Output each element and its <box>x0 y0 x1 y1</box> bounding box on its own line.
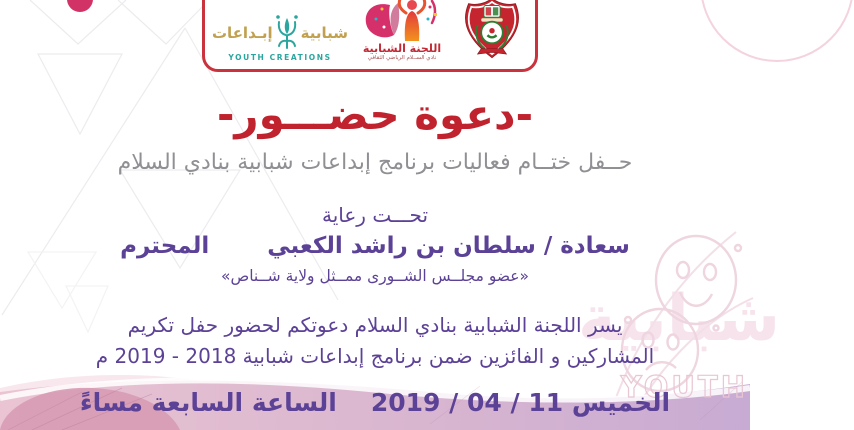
event-time: الساعة السابعة مساءً <box>79 388 337 417</box>
event-datetime <box>0 388 750 417</box>
logos-frame <box>202 0 538 72</box>
body-line-1: يسر اللجنة الشبابية بنادي السلام دعوتكم لحضور حفل تكريم <box>127 313 623 337</box>
patronage-label: تحـــت رعاية <box>321 203 429 227</box>
invitation-subtitle: حــفل ختــام فعاليات برنامج إبداعات شبابية بنادي السلام <box>117 150 633 175</box>
club-crest-shield-icon <box>456 0 528 62</box>
youth-creations-arabic-right: شبابية <box>300 24 349 42</box>
youth-committee-logo <box>360 0 444 62</box>
invitation-title: -دعوة حضـــور- <box>216 90 534 139</box>
youth-committee-subtitle: نادي الســلام الرياضي الثقافي <box>367 55 437 61</box>
youth-creations-english: YOUTH CREATIONS <box>228 53 332 62</box>
patron-honorific: المحترم <box>120 233 210 259</box>
invitation-body <box>0 310 750 372</box>
youth-watermark: YOUTH <box>620 370 748 404</box>
tulip-icon <box>275 14 299 52</box>
patron-name: سعادة / سلطان بن راشد الكعبي <box>267 233 630 259</box>
youth-creations-arabic-row <box>212 14 348 52</box>
event-date: الخميس 11 / 04 / 2019 <box>370 388 671 417</box>
patron-row <box>0 233 750 259</box>
youth-creations-arabic-left: إبـداعات <box>211 24 273 42</box>
celebration-figure-icon <box>360 0 444 43</box>
patron-title: «عضو مجلــس الشــورى ممــثل ولاية شــناص» <box>220 267 530 285</box>
body-line-2: المشاركين و الفائزين ضمن برنامج إبداعات شبابية 2018 - 2019 م <box>95 344 655 368</box>
arabic-watermark: شبابية <box>577 282 780 356</box>
youth-creations-logo <box>212 14 348 62</box>
youth-committee-title: اللجنة الشبابية <box>362 42 442 55</box>
